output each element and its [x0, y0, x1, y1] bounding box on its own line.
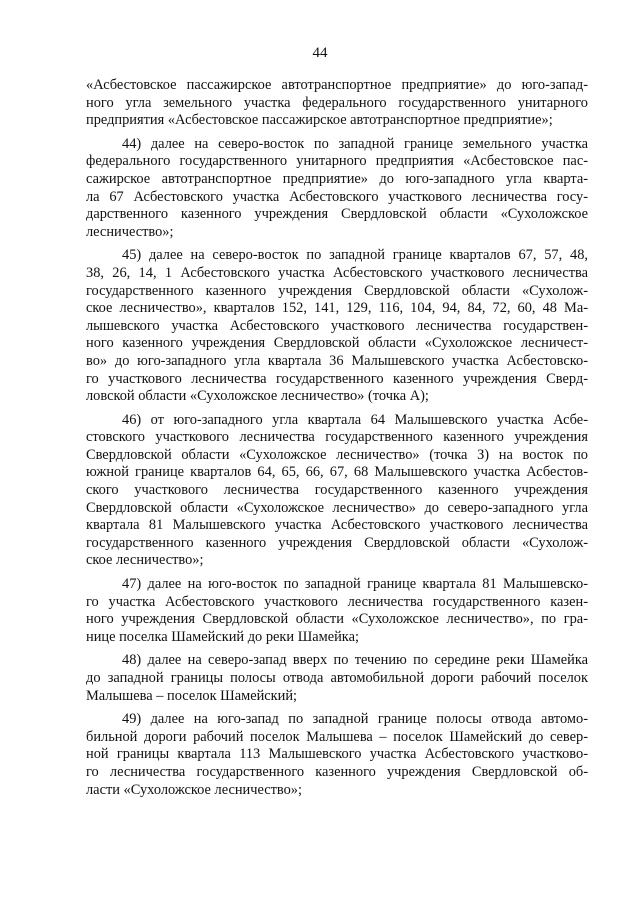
- text-line: го участка Асбестовского участкового лесничества государственного казен-: [86, 593, 588, 610]
- text-line: до западной границы полосы отвода автомобильной дороги рабочий поселок: [86, 670, 588, 686]
- text-line: ной границы квартала 113 Малышевского участка Асбестовского участково-: [86, 746, 588, 763]
- text-line: лышевского участка Асбестовского участкового лесничества государствен-: [86, 317, 588, 334]
- text-line: Свердловской области «Сухоложское лесничество» до северо-западного угла: [86, 499, 588, 516]
- text-line: бильной дороги рабочий поселок Малышева – поселок Шамейский до север-: [86, 728, 588, 745]
- text-line: предприятия «Асбестовское пассажирское автотранспортное предприятие»;: [86, 112, 553, 129]
- document-body: [86, 77, 588, 805]
- text-line: сажирское автотранспортное предприятие» до юго-западного угла кварта-: [86, 170, 588, 187]
- text-line: 48) далее на северо-запад вверх по течению по середине реки Шамейка: [122, 652, 588, 669]
- text-line: дарственного казенного учреждения Свердловской области «Сухоложское: [86, 206, 588, 223]
- text-line: ское лесничество»;: [86, 552, 204, 569]
- text-line: го лесничества государственного казенного учреждения Свердловской об-: [86, 763, 588, 780]
- paragraph: [86, 247, 588, 405]
- text-line: нице поселка Шамейский до реки Шамейка;: [86, 628, 359, 645]
- text-line: южной границе кварталов 64, 65, 66, 67, 68 Малышевского участка Асбестов-: [86, 464, 588, 481]
- text-line: 47) далее на юго-восток по западной границе квартала 81 Малышевско-: [122, 576, 588, 593]
- text-line: 38, 26, 14, 1 Асбестовского участка Асбестовского участкового лесничества: [86, 264, 588, 281]
- text-line: ного казенного учреждения Свердловской области «Сухоложское лесничест-: [86, 335, 588, 352]
- text-line: «Асбестовское пассажирское автотранспортное предприятие» до юго-запад-: [86, 77, 588, 93]
- paragraph: [86, 412, 588, 570]
- text-line: 49) далее на юго-запад по западной границе полосы отвода автомо-: [122, 711, 588, 728]
- paragraph: [86, 711, 588, 799]
- text-line: ного учреждения Свердловской области «Сухоложское лесничество», по гра-: [86, 611, 588, 628]
- text-line: стовского участкового лесничества государственного казенного учреждения: [86, 429, 588, 446]
- text-line: ла 67 Асбестовского участка Асбестовского участкового лесничества госу-: [86, 188, 588, 205]
- text-line: государственного казенного учреждения Свердловской области «Сухолож-: [86, 534, 588, 551]
- text-line: 46) от юго-западного угла квартала 64 Малышевского участка Асбе-: [122, 411, 588, 428]
- paragraph: [86, 652, 588, 705]
- text-line: лесничество»;: [86, 223, 174, 240]
- text-line: ское лесничество», кварталов 152, 141, 129, 116, 104, 94, 84, 72, 60, 48 Ма-: [86, 300, 588, 317]
- text-line: ского участкового лесничества государственного казенного учреждения: [86, 482, 588, 499]
- text-line: Малышева – поселок Шамейский;: [86, 687, 298, 704]
- text-line: квартала 81 Малышевского участка Асбестовского участкового лесничества: [86, 517, 588, 534]
- paragraph: [86, 77, 588, 130]
- paragraph: [86, 576, 588, 646]
- paragraph: [86, 136, 588, 242]
- text-line: Свердловской области «Сухоложское лесничество» (точка З) на восток по: [86, 446, 588, 463]
- text-line: ласти «Сухоложское лесничество»;: [86, 781, 302, 798]
- text-line: 44) далее на северо-восток по западной границе земельного участка: [122, 135, 588, 152]
- text-line: государственного казенного учреждения Свердловской области «Сухолож-: [86, 282, 588, 299]
- page-number: 44: [312, 45, 328, 61]
- text-line: 45) далее на северо-восток по западной границе кварталов 67, 57, 48,: [122, 247, 588, 264]
- text-line: ловской области «Сухоложское лесничество» (точка А);: [86, 388, 429, 405]
- text-line: федерального государственного унитарного предприятия «Асбестовское пас-: [86, 153, 588, 170]
- text-line: ного угла земельного участка федерального государственного унитарного: [86, 94, 588, 111]
- text-line: во» до юго-западного угла квартала 36 Малышевского участка Асбестовско-: [86, 352, 588, 369]
- text-line: го участкового лесничества государственного казенного учреждения Сверд-: [86, 370, 588, 387]
